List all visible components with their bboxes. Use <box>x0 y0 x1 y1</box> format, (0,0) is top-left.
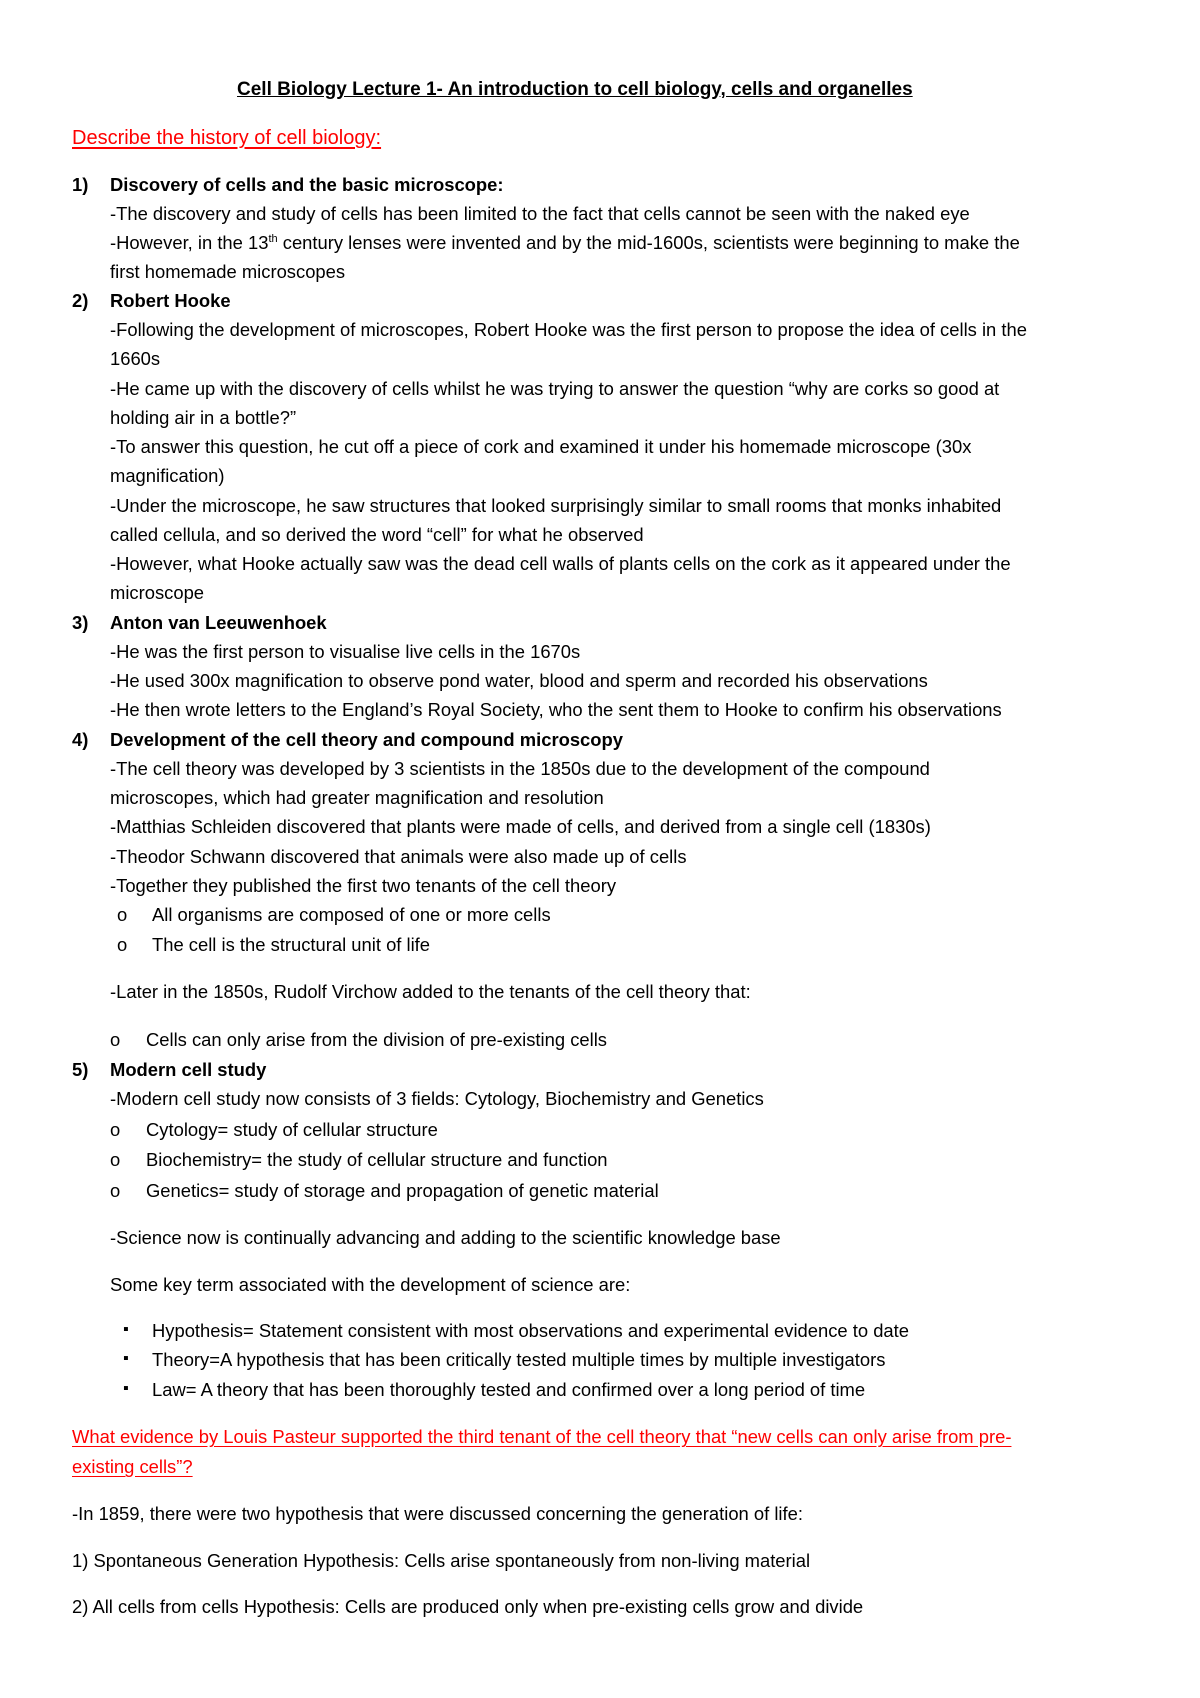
text-line: -However, what Hooke actually saw was the dead cell walls of plants cells on the cork as it appeared under the <box>110 553 1011 574</box>
text-line: Some key term associated with the development of science are: <box>110 1274 631 1295</box>
document-title: Cell Biology Lecture 1- An introduction to cell biology, cells and organelles <box>237 79 913 100</box>
list-item: Cells can only arise from the division of pre-existing cells <box>146 1029 607 1050</box>
text-line: microscope <box>110 582 205 603</box>
item-heading: Modern cell study <box>110 1059 267 1080</box>
item-number: 2) <box>72 290 89 311</box>
text-line: -Science now is continually advancing and adding to the scientific knowledge base <box>110 1227 781 1248</box>
list-item: Biochemistry= the study of cellular structure and function <box>146 1149 608 1170</box>
item-heading: Discovery of cells and the basic microscope: <box>110 174 504 195</box>
list-item: Genetics= study of storage and propagation of genetic material <box>146 1180 659 1201</box>
square-bullet-marker: ▪ <box>123 1350 129 1367</box>
text-line: -The cell theory was developed by 3 scientists in the 1850s due to the development of the compound <box>110 758 930 779</box>
list-item: Cytology= study of cellular structure <box>146 1119 438 1140</box>
text-line: magnification) <box>110 465 225 486</box>
bullet-marker: o <box>117 904 128 925</box>
bullet-marker: o <box>110 1149 121 1170</box>
text-line: -Following the development of microscopes, Robert Hooke was the first person to propose the idea of cells in the <box>110 319 1027 340</box>
text-line: holding air in a bottle?” <box>110 407 297 428</box>
item-heading: Anton van Leeuwenhoek <box>110 612 327 633</box>
text-line: -However, in the 13th century lenses were invented and by the mid-1600s, scientists were beginning to make the <box>110 232 1020 253</box>
answer-intro: -In 1859, there were two hypothesis that were discussed concerning the generation of life: <box>72 1503 803 1524</box>
text-line: -He then wrote letters to the England’s Royal Society, who the sent them to Hooke to confirm his observations <box>110 699 1002 720</box>
hypothesis-1: 1) Spontaneous Generation Hypothesis: Cells arise spontaneously from non-living material <box>72 1550 811 1571</box>
question-line: What evidence by Louis Pasteur supported the third tenant of the cell theory that “new cells can only arise from pre- <box>72 1426 1012 1447</box>
item-number: 1) <box>72 174 89 195</box>
text-line: -Modern cell study now consists of 3 fields: Cytology, Biochemistry and Genetics <box>110 1088 764 1109</box>
item-heading: Development of the cell theory and compound microscopy <box>110 729 623 750</box>
list-item: Law= A theory that has been thoroughly tested and confirmed over a long period of time <box>152 1379 866 1400</box>
list-item: Theory=A hypothesis that has been critically tested multiple times by multiple investigators <box>152 1349 886 1370</box>
text-line: -Theodor Schwann discovered that animals were also made up of cells <box>110 846 687 867</box>
text-line: -He came up with the discovery of cells whilst he was trying to answer the question “why are corks so good at <box>110 378 1000 399</box>
square-bullet-marker: ▪ <box>123 1321 129 1338</box>
list-item: Hypothesis= Statement consistent with most observations and experimental evidence to date <box>152 1320 909 1341</box>
text-line: first homemade microscopes <box>110 261 346 282</box>
item-heading: Robert Hooke <box>110 290 231 311</box>
text-line: -To answer this question, he cut off a piece of cork and examined it under his homemade microscope (30x <box>110 436 972 457</box>
bullet-marker: o <box>110 1119 121 1140</box>
text-line: -Matthias Schleiden discovered that plants were made of cells, and derived from a single cell (1830s) <box>110 816 931 837</box>
text-line: -Together they published the first two tenants of the cell theory <box>110 875 617 896</box>
item-number: 3) <box>72 612 89 633</box>
bullet-marker: o <box>117 934 128 955</box>
hypothesis-2: 2) All cells from cells Hypothesis: Cells are produced only when pre-existing cells grow and divide <box>72 1596 864 1617</box>
bullet-marker: o <box>110 1029 121 1050</box>
text-line: -He used 300x magnification to observe pond water, blood and sperm and recorded his observations <box>110 670 928 691</box>
question-line: existing cells”? <box>72 1456 193 1477</box>
text-line: -The discovery and study of cells has been limited to the fact that cells cannot be seen with the naked eye <box>110 203 970 224</box>
item-number: 5) <box>72 1059 89 1080</box>
item-number: 4) <box>72 729 89 750</box>
square-bullet-marker: ▪ <box>123 1380 129 1397</box>
list-item: All organisms are composed of one or more cells <box>152 904 551 925</box>
text-line: -Under the microscope, he saw structures that looked surprisingly similar to small rooms that monks inhabited <box>110 495 1002 516</box>
text-line: 1660s <box>110 348 161 369</box>
bullet-marker: o <box>110 1180 121 1201</box>
superscript: th <box>268 233 278 245</box>
text-line: microscopes, which had greater magnification and resolution <box>110 787 604 808</box>
list-item: The cell is the structural unit of life <box>152 934 431 955</box>
text-line: -He was the first person to visualise live cells in the 1670s <box>110 641 581 662</box>
text-line: called cellula, and so derived the word “cell” for what he observed <box>110 524 644 545</box>
text-line: -Later in the 1850s, Rudolf Virchow added to the tenants of the cell theory that: <box>110 981 751 1002</box>
section-heading: Describe the history of cell biology: <box>72 127 382 149</box>
